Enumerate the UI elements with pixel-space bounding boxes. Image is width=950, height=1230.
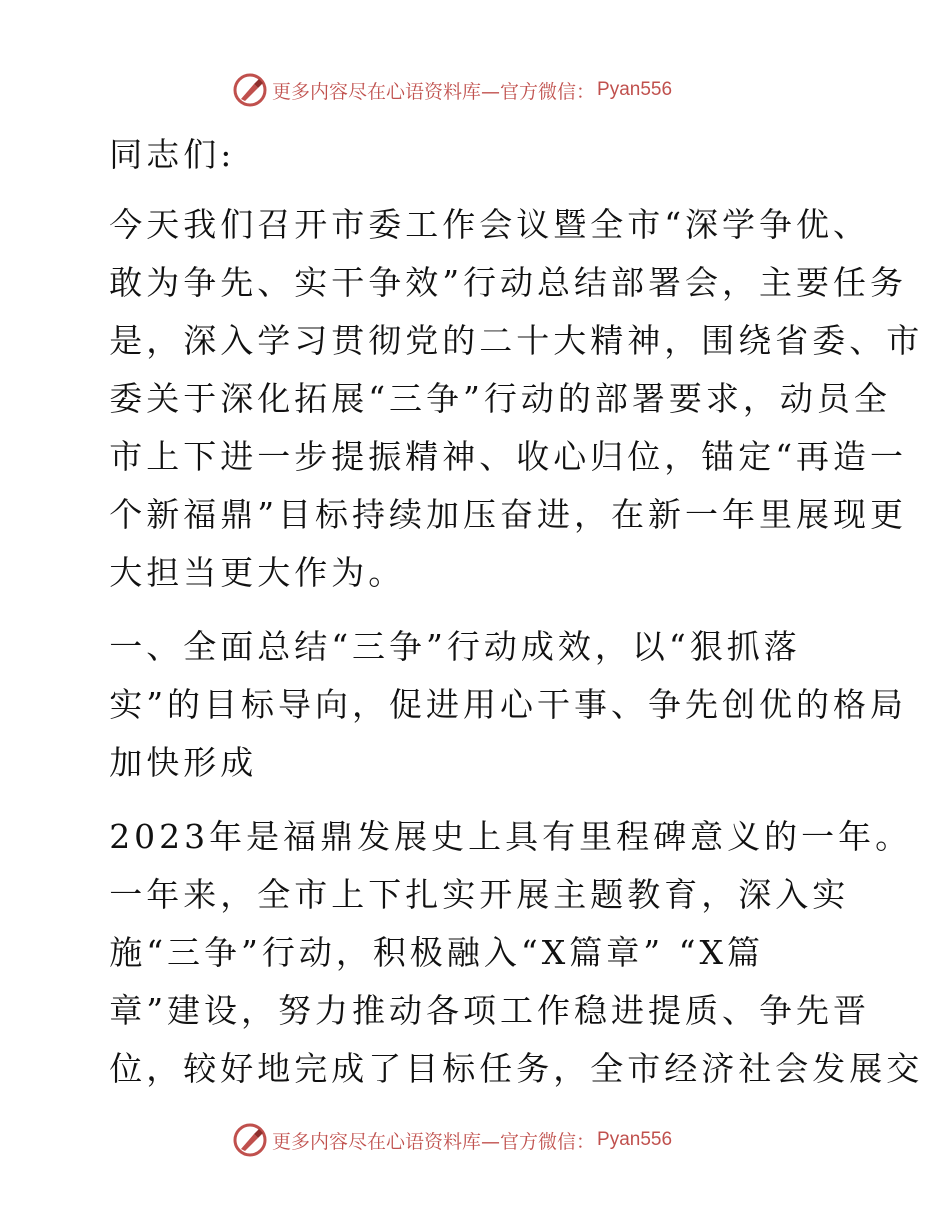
text-line: 市上下进一步提振精神、收心归位，锚定“再造一 <box>109 437 908 476</box>
footer-watermark <box>232 1122 672 1158</box>
watermark-wechat-id: Pyan556 <box>597 1129 673 1150</box>
text-line: 个新福鼎”目标持续加压奋进，在新一年里展现更 <box>109 495 908 534</box>
text-line: 实”的目标导向，促进用心干事、争先创优的格局 <box>109 685 908 724</box>
text-line: 章”建设，努力推动各项工作稳进提质、争先晋 <box>109 991 871 1030</box>
watermark-text: 更多内容尽在心语资料库—官方微信： <box>272 1130 596 1153</box>
text-line: 是，深入学习贯彻党的二十大精神，围绕省委、市 <box>109 321 924 360</box>
text-line: 今天我们召开市委工作会议暨全市“深学争优、 <box>109 205 871 244</box>
pen-logo-icon <box>232 72 268 108</box>
text-line: 一年来，全市上下扎实开展主题教育，深入实 <box>109 875 850 914</box>
section-heading-1 <box>96 618 908 792</box>
salutation: 同志们: <box>109 135 236 174</box>
header-watermark <box>232 72 672 108</box>
text-line: 施“三争”行动，积极融入“X篇章” “X篇 <box>109 933 765 972</box>
text-line: 加快形成 <box>109 743 258 782</box>
watermark-wechat-id: Pyan556 <box>597 79 673 100</box>
text-line: 大担当更大作为。 <box>109 553 406 592</box>
text-line: 位，较好地完成了目标任务，全市经济社会发展交 <box>109 1049 924 1088</box>
paragraph-2023-review <box>96 808 924 1098</box>
document-body <box>96 126 924 1114</box>
text-line: 委关于深化拓展“三争”行动的部署要求，动员全 <box>109 379 891 418</box>
paragraph-intro <box>96 196 924 602</box>
watermark-text: 更多内容尽在心语资料库—官方微信： <box>272 80 596 103</box>
text-line: 2023年是福鼎发展史上具有里程碑意义的一年。 <box>109 817 913 856</box>
text-line: 敢为争先、实干争效”行动总结部署会，主要任务 <box>109 263 908 302</box>
pen-logo-icon <box>232 1122 268 1158</box>
text-line: 一、全面总结“三争”行动成效，以“狠抓落 <box>109 627 801 666</box>
